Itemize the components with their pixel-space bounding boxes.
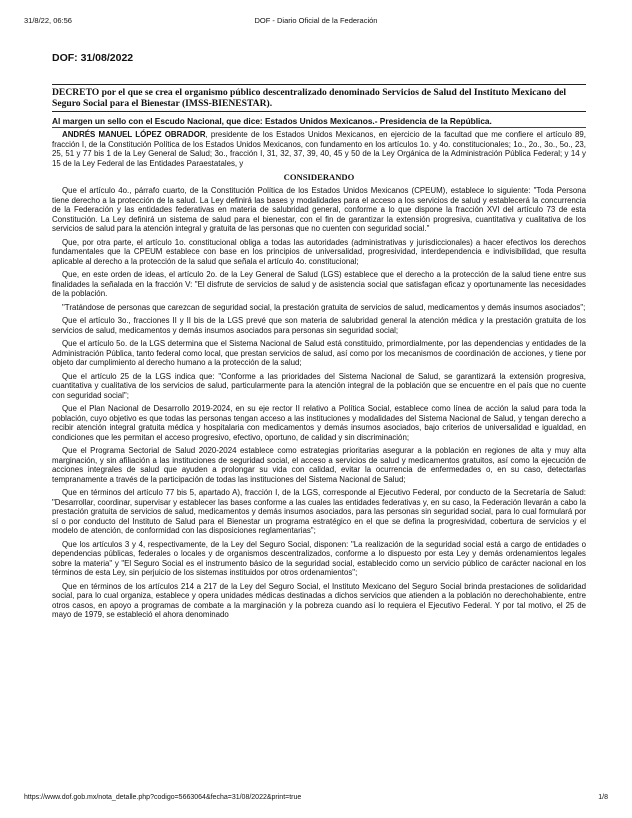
print-page-title: DOF - Diario Oficial de la Federación [254, 16, 378, 25]
print-footer [24, 794, 608, 806]
print-header [24, 16, 608, 28]
page-number: 1/8 [598, 794, 608, 801]
decree-title: DECRETO por el que se crea el organismo público descentralizado denominado Servicios de Salud del Instituto Mexicano del Seguro Social para el Bienestar (IMSS-BIENESTAR). [52, 84, 586, 112]
document-body [52, 52, 586, 624]
paragraph: Que el artículo 25 de la LGS indica que: "Conforme a las prioridades del Sistema Nacional de Salud, se garantizará la extensión progresiva, cuantitativa y cualitativa de los servicios de salud, particularmente para la atención integral de la población que se encuentre en el país que no cuente con seguridad social"; [52, 371, 586, 400]
intro-text: , presidente de los Estados Unidos Mexicanos, en ejercicio de la facultad que me confiere el artículo 89, fracción I, de la Constitución Política de los Estados Unidos Mexicanos, con fundamento en los artículos 1o. y 4o. constitucionales; 1o., 2o., 3o., 5o., 23, 25, 51 y 77 bis 1 de la Ley General de Salud; 3o., fracción I, 31, 32, 37, 39, 40, 45 y 50 de la Ley Orgánica de la Administración Pública Federal; y 14 y 15 de la Ley Federal de las Entidades Paraestatales, y [52, 130, 586, 168]
paragraph: "Tratándose de personas que carezcan de seguridad social, la prestación gratuita de servicios de salud, medicamentos y demás insumos asociados"; [62, 302, 586, 312]
intro-paragraph [52, 130, 586, 168]
president-name: ANDRÉS MANUEL LÓPEZ OBRADOR [62, 130, 206, 139]
paragraph: Que, en este orden de ideas, el artículo 2o. de la Ley General de Salud (LGS) establece que el derecho a la protección de la salud tiene entre sus finalidades la señalada en la fracción V: "El disfrute de servicios de salud y de asistencia social que satisfagan eficaz y oportunamente las necesidades de la población. [52, 270, 586, 298]
paragraph: Que el artículo 4o., párrafo cuarto, de la Constitución Política de los Estados Unidos Mexicanos (CPEUM), establece lo siguiente: "Toda Persona tiene derecho a la protección de la salud. La Ley definirá las bases y modalidades para el acceso a los servicios de salud y establecerá la concurrencia de la Federación y las entidades federativas en materia de salubridad general, conforme a lo que dispone la fracción XVI del artículo 73 de esta Constitución. La Ley definirá un sistema de salud para el bienestar, con el fin de garantizar la extensión progresiva, cuantitativa y cualitativa de los servicios de salud para la atención integral y gratuita de las personas que no cuenten con seguridad social." [52, 186, 586, 233]
considerando-heading: CONSIDERANDO [283, 172, 355, 182]
paragraph: Que en términos del artículo 77 bis 5, apartado A), fracción I, de la LGS, corresponde al Ejecutivo Federal, por conducto de la Secretaría de Salud: "Desarrollar, coordinar, supervisar y establecer las bases conforme a las cuales las entidades federativas y, en su caso, la Federación llevarán a cabo la prestación gratuita de servicios de salud, medicamentos y demás insumos asociados, para las personas sin seguridad social, para lo cual formulará por sí o por conducto del Instituto de Salud para el Bienestar un programa estratégico en el que se defina la progresividad, cobertura de servicios y el modelo de atención, de conformidad con las disposiciones reglamentarias"; [52, 488, 586, 535]
paragraph: Que el Plan Nacional de Desarrollo 2019-2024, en su eje rector II relativo a Política Social, establece como línea de acción la salud para toda la población, cuyo objetivo es que todas las personas tengan acceso a las instituciones y modalidades del Sistema Nacional de Salud, y tengan derecho a recibir atención integral gratuita médica y hospitalaria con medicamentos y demás insumos asociados, bajo criterios de universalidad e igualdad, en condiciones que les permitan el acceso progresivo, efectivo, oportuno, de calidad y sin discriminación; [52, 404, 586, 442]
paragraph: Que en términos de los artículos 214 a 217 de la Ley del Seguro Social, el Instituto Mexicano del Seguro Social brinda prestaciones de solidaridad social, para lo cual organiza, establece y opera unidades médicas destinadas a dichos servicios que atienden a la población no derechohabiente, entre otros casos, en apoyo a programas de combate a la marginación y la pobreza cuando así lo requiera el Ejecutivo Federal. Y por tal motivo, el 25 de mayo de 1979, se estableció el ahora denominado [52, 581, 586, 619]
paragraph: Que el artículo 3o., fracciones II y II bis de la LGS prevé que son materia de salubridad general la atención médica y la prestación gratuita de los servicios de salud, medicamentos y demás insumos asociados para personas sin seguridad social; [52, 316, 586, 335]
paragraph: Que, por otra parte, el artículo 1o. constitucional obliga a todas las autoridades (administrativas y jurisdiccionales) a hacer efectivos los derechos fundamentales que la CPEUM establece con base en los principios de universalidad, progresividad, interdependencia e indivisibilidad, que resulta aplicable al derecho a la protección de la salud que señala el artículo 4o. constitucional; [52, 237, 586, 266]
dof-date: DOF: 31/08/2022 [52, 52, 134, 64]
paragraph: Que el artículo 5o. de la LGS determina que el Sistema Nacional de Salud está constituido, primordialmente, por las dependencias y entidades de la Administración Pública, tanto federal como local, que prestan servicios de salud, así como por los mecanismos de coordinación de acciones, y tiene por objeto dar cumplimiento al derecho humano a la protección de la salud; [52, 339, 586, 367]
print-datetime: 31/8/22, 06:56 [24, 16, 72, 25]
paragraph: Que los artículos 3 y 4, respectivamente, de la Ley del Seguro Social, disponen: "La realización de la seguridad social está a cargo de entidades o dependencias públicas, federales o locales y de organismos descentralizados, conforme a lo dispuesto por esta Ley y demás ordenamientos legales sobre la materia" y "El Seguro Social es el instrumento básico de la seguridad social, establecido como un servicio público de carácter nacional en los términos de esta Ley, sin perjuicio de los sistemas instituidos por otros ordenamientos"; [52, 539, 586, 577]
page-url: https://www.dof.gob.mx/nota_detalle.php?codigo=5663064&fecha=31/08/2022&print=true [24, 794, 302, 801]
seal-statement: Al margen un sello con el Escudo Nacional, que dice: Estados Unidos Mexicanos.- Presidencia de la República. [52, 116, 586, 128]
paragraph: Que el Programa Sectorial de Salud 2020-2024 establece como estrategias prioritarias asegurar a la población en regiones de alta y muy alta marginación, y sin afiliación a las instituciones de seguridad social, el acceso a servicios de salud y medicamentos gratuitos, así como la ejecución de acciones integrales de salud que ayuden a prolongar su vida con calidad, evitar la ocurrencia de enfermedades o, en su caso, detectarlas tempranamente a través de la participación de todas las instituciones del Sistema Nacional de Salud; [52, 446, 586, 484]
